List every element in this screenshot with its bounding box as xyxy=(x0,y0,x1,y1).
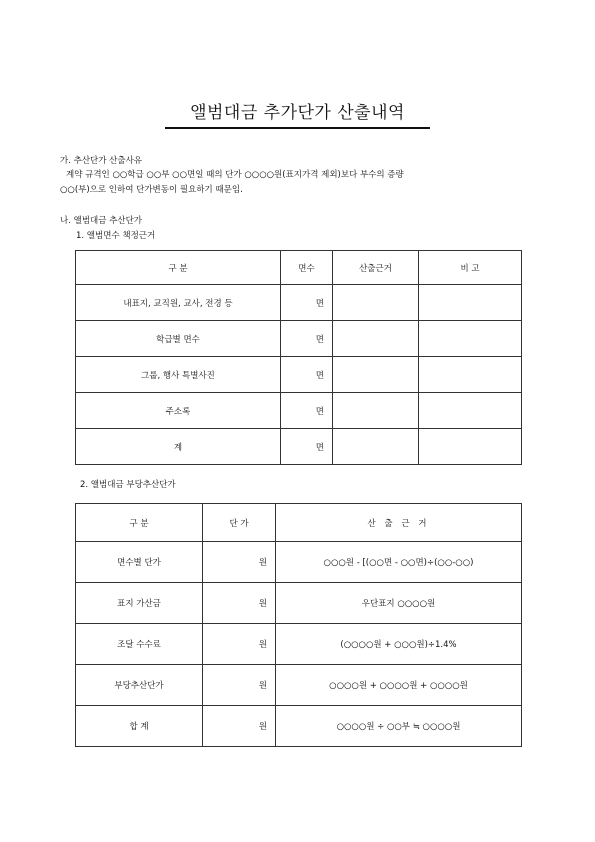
row-basis-cell xyxy=(333,285,419,321)
row-unit: 면 xyxy=(281,285,333,321)
table-total-row xyxy=(76,706,522,747)
table-header-row xyxy=(76,504,522,542)
document-title: 앨범대금 추가단가 산출내역 xyxy=(190,103,405,123)
row-basis: ○○○○원 ÷ ○○부 ≒ ○○○○원 xyxy=(276,706,522,747)
column-header-category: 구 분 xyxy=(76,504,203,542)
row-basis-cell xyxy=(333,321,419,357)
row-label: 학급별 면수 xyxy=(76,321,281,357)
table-total-row xyxy=(76,429,522,465)
row-basis-cell xyxy=(333,357,419,393)
table-row xyxy=(76,665,522,706)
row-unit: 면 xyxy=(281,393,333,429)
row-unit: 면 xyxy=(281,357,333,393)
table-header-row xyxy=(76,251,522,285)
row-unit: 원 xyxy=(203,624,276,665)
row-basis: (○○○○원 + ○○○원)÷1.4% xyxy=(276,624,522,665)
row-basis-cell xyxy=(333,429,419,465)
row-label: 계 xyxy=(76,429,281,465)
table-row xyxy=(76,624,522,665)
row-unit: 면 xyxy=(281,321,333,357)
column-header-remarks: 비 고 xyxy=(419,251,522,285)
table-row xyxy=(76,583,522,624)
column-header-basis: 산 출 근 거 xyxy=(276,504,522,542)
row-label: 표지 가산금 xyxy=(76,583,203,624)
row-remarks-cell xyxy=(419,285,522,321)
unit-price-table xyxy=(75,503,522,747)
row-unit: 원 xyxy=(203,665,276,706)
section-ga-line2: ○○(부)으로 인하여 단가변동이 필요하기 때문임. xyxy=(60,185,243,195)
row-remarks-cell xyxy=(419,357,522,393)
page-count-table xyxy=(75,250,522,465)
column-header-category: 구 분 xyxy=(76,251,281,285)
row-label: 주소록 xyxy=(76,393,281,429)
row-label: 그룹, 행사 특별사진 xyxy=(76,357,281,393)
row-basis: ○○○○원 + ○○○○원 + ○○○○원 xyxy=(276,665,522,706)
table-row xyxy=(76,321,522,357)
section-na-heading: 나. 앨범대금 추산단가 xyxy=(60,216,143,226)
title-underline xyxy=(165,127,430,129)
column-header-basis: 산출근거 xyxy=(333,251,419,285)
row-label: 조달 수수료 xyxy=(76,624,203,665)
column-header-unit-price: 단 가 xyxy=(203,504,276,542)
row-remarks-cell xyxy=(419,429,522,465)
column-header-pages: 면수 xyxy=(281,251,333,285)
row-label: 부당추산단가 xyxy=(76,665,203,706)
subsection-1-heading: 1. 앨범면수 책정근거 xyxy=(76,231,156,241)
table-row xyxy=(76,393,522,429)
row-basis-cell xyxy=(333,393,419,429)
row-unit: 원 xyxy=(203,583,276,624)
table-row xyxy=(76,357,522,393)
row-label: 합 계 xyxy=(76,706,203,747)
row-basis: 우단표지 ○○○○원 xyxy=(276,583,522,624)
row-label: 내표지, 교직원, 교사, 전경 등 xyxy=(76,285,281,321)
row-remarks-cell xyxy=(419,321,522,357)
row-unit: 원 xyxy=(203,542,276,583)
row-unit: 원 xyxy=(203,706,276,747)
table-row xyxy=(76,285,522,321)
row-basis: ○○○원 - [(○○면 - ○○면)÷(○○-○○) xyxy=(276,542,522,583)
table-row xyxy=(76,542,522,583)
subsection-2-heading: 2. 앨범대금 부당추산단가 xyxy=(80,480,176,490)
section-ga-heading: 가. 추산단가 산출사유 xyxy=(60,156,143,166)
row-unit: 면 xyxy=(281,429,333,465)
row-label: 면수별 단가 xyxy=(76,542,203,583)
row-remarks-cell xyxy=(419,393,522,429)
section-ga-line1: 계약 규격인 ○○학급 ○○부 ○○면일 때의 단가 ○○○○원(표지가격 제외)보다 부수의 증량 xyxy=(66,170,404,180)
